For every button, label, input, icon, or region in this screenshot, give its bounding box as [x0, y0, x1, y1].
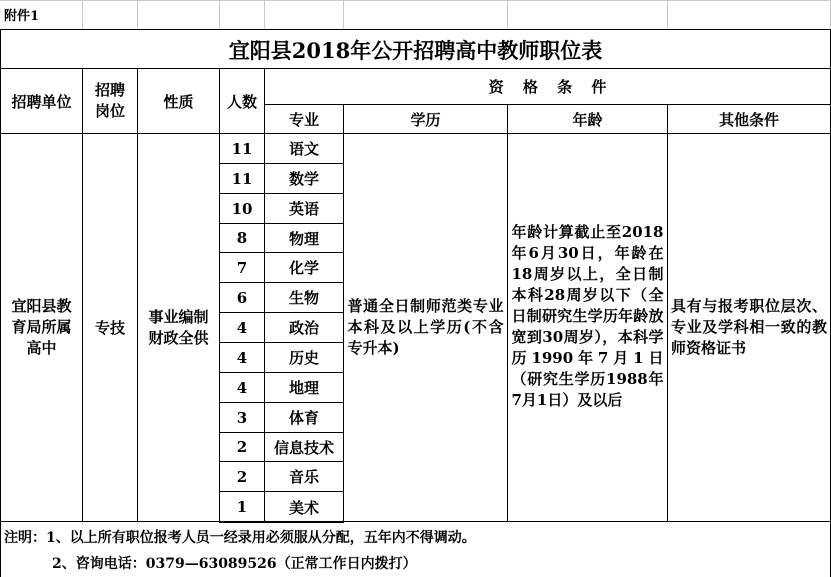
subject-count: 4 [219, 372, 265, 403]
header-post [82, 68, 138, 134]
subject-major: 美术 [264, 491, 344, 523]
subject-count: 2 [219, 432, 265, 462]
subject-count: 11 [219, 163, 265, 194]
header-qualifications: 资 格 条 件 [264, 68, 831, 105]
other-text: 具有与报考职位层次、专业及学科相一致的教师资格证书 [671, 297, 827, 357]
age-text: 年龄计算截止至2018年6月30日，年龄在18周岁以上，全日制本科28周岁以下（全日制研究生学历年龄放宽到30周岁），本科学历1990年7月1日（研究生学历1988年7月1日）及以后 [511, 223, 664, 409]
header-age: 年龄 [507, 104, 668, 134]
education-text: 普通全日制师范类专业本科及以上学历(不含专升本) [347, 297, 504, 357]
unit-text: 宜阳县教育局所属高中 [11, 297, 72, 357]
unit-cell [0, 133, 83, 522]
subject-count: 4 [219, 342, 265, 373]
subject-major: 体育 [264, 402, 344, 433]
header-other: 其他条件 [667, 104, 831, 134]
subject-major: 物理 [264, 223, 344, 253]
subject-major: 地理 [264, 372, 344, 403]
subject-major: 数学 [264, 163, 344, 194]
subject-count: 8 [219, 223, 265, 253]
other-cell [667, 133, 831, 522]
subject-major: 语文 [264, 133, 344, 164]
attachment-label: 附件1 [4, 9, 40, 24]
subject-major: 信息技术 [264, 432, 344, 462]
header-count: 人数 [219, 68, 265, 134]
subject-count: 6 [219, 282, 265, 313]
subject-count: 3 [219, 402, 265, 433]
subject-major: 历史 [264, 342, 344, 373]
post-cell: 专技 [82, 133, 138, 522]
subject-major: 英语 [264, 193, 344, 224]
header-unit: 招聘单位 [0, 68, 83, 134]
subject-major: 化学 [264, 252, 344, 283]
nature-cell [137, 133, 220, 522]
subject-count: 1 [219, 491, 265, 523]
subject-count: 11 [219, 133, 265, 164]
subject-count: 10 [219, 193, 265, 224]
page-title: 宜阳县2018年公开招聘高中教师职位表 [0, 29, 831, 69]
nature-text: 事业编制财政全供 [148, 307, 209, 347]
subject-major: 政治 [264, 312, 344, 343]
age-cell [507, 133, 668, 522]
header-major: 专业 [264, 104, 344, 134]
subject-major: 生物 [264, 282, 344, 313]
subject-count: 2 [219, 461, 265, 492]
subject-count: 7 [219, 252, 265, 283]
subject-major: 音乐 [264, 461, 344, 492]
note-2: 2、咨询电话：0379—63089526（正常工作日内拨打） [52, 556, 417, 572]
header-nature: 性质 [137, 68, 220, 134]
header-post-text: 招聘岗位 [94, 81, 125, 120]
note-1: 注明：1、以上所有职位报考人员一经录用必须服从分配，五年内不得调动。 [4, 530, 476, 546]
subject-count: 4 [219, 312, 265, 343]
education-cell [343, 133, 508, 522]
header-education: 学历 [343, 104, 508, 134]
